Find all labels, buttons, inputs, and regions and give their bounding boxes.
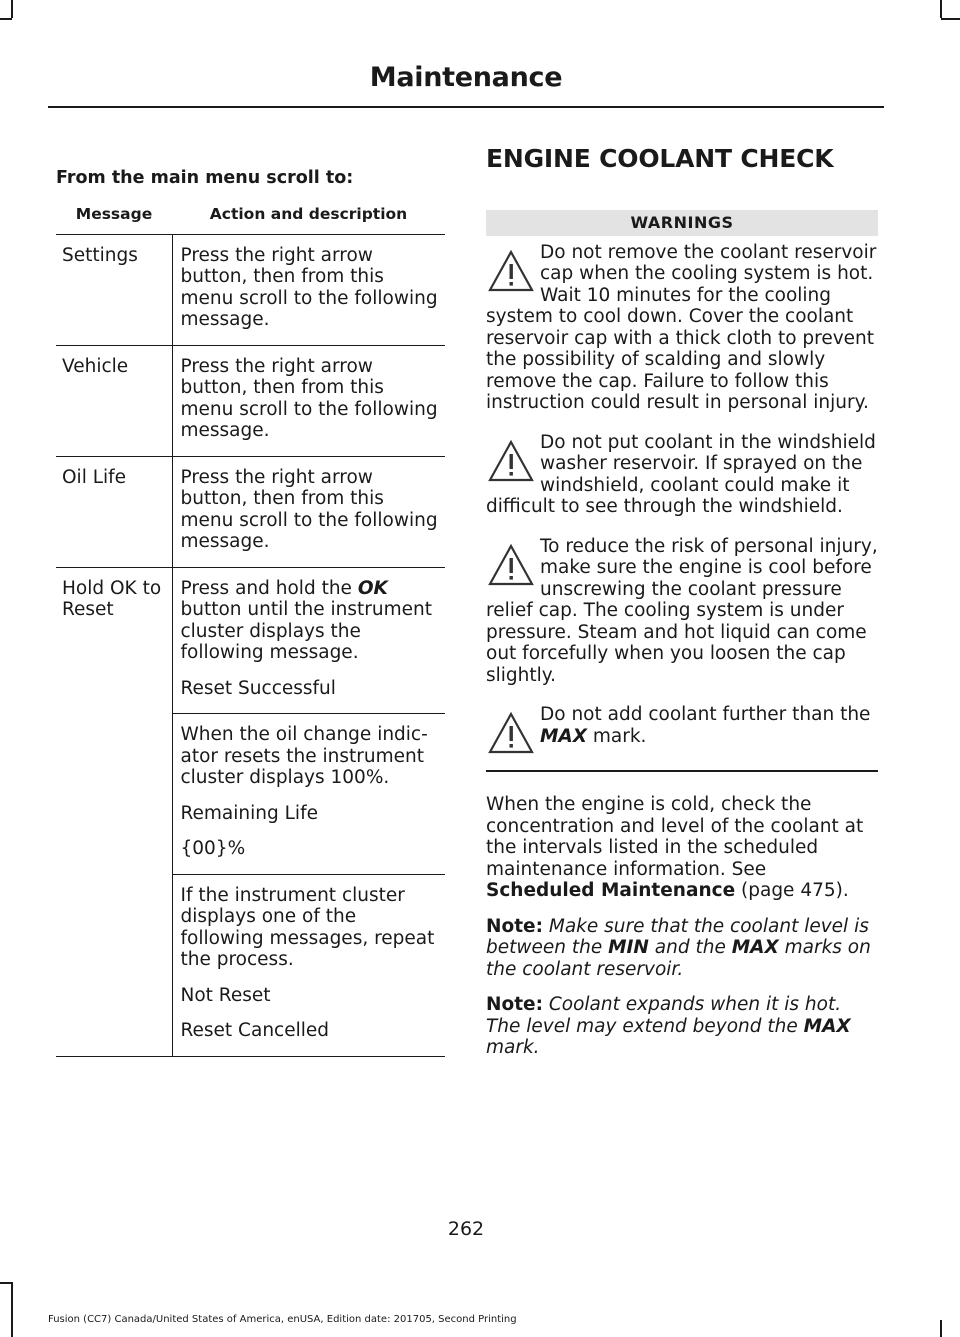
crop-mark [940,0,942,18]
warning-text: To reduce the risk of personal injury, make sure the engine is cool before unscrewing the coolant pressure relief cap. The cooling system is under pressure. Steam and hot liquid can come out forcefully when you loosen the cap slightly. [486,535,878,686]
table-row [56,345,445,456]
action-text: Press and hold the [180,577,358,599]
action-cell [172,567,445,714]
action-cell: Press the right arrow button, then from this menu scroll to the following message. [172,456,445,567]
coolant-section [486,144,878,1073]
warning-item [486,536,878,687]
action-cell [172,874,445,1056]
warning-item [486,704,878,752]
note-paragraph [486,994,878,1059]
warning-triangle-icon [486,432,540,492]
warning-triangle-icon [486,242,540,302]
crop-mark [941,18,960,20]
max-mark-label: MAX [540,725,587,747]
crop-mark [0,18,12,20]
column-header-message: Message [56,196,172,234]
note-text: Coolant expands when it is hot. The level may extend beyond the [486,994,842,1037]
max-mark-label: MAX [803,1015,851,1037]
crop-mark [11,0,13,18]
min-mark-label: MIN [608,937,649,958]
note-text: and the [648,937,732,958]
reset-successful-message: Reset Successful [180,677,336,699]
max-mark-label: MAX [731,937,779,958]
message-cell: Settings [56,234,172,345]
column-header-action: Action and description [172,196,445,234]
title-divider [48,106,884,108]
warning-text: Do not put coolant in the windshield washer reservoir. If sprayed on the windshield, coolant could make it difficult to see through the windshield. [486,431,876,517]
table-row [56,234,445,345]
note-text: marks on the coolant reservoir. [486,937,871,980]
crop-mark [0,1282,12,1284]
page-number: 262 [447,1218,485,1240]
warnings-banner: WARNINGS [486,210,878,236]
ok-button-label: OK [357,577,388,599]
paragraph-text: When the engine is cold, check the concentration and level of the coolant at the intervals listed in the scheduled maintenance information. See [486,794,864,880]
table-intro: From the main menu scroll to: [56,168,354,188]
table-row [56,567,445,714]
warning-text: mark. [587,725,647,747]
not-reset-message: Not Reset [180,984,271,1006]
note-label: Note: [486,994,543,1015]
warning-triangle-icon [486,536,540,596]
warning-triangle-icon [486,704,540,764]
scheduled-maintenance-link[interactable]: Scheduled Maintenance [486,880,736,901]
action-cell [172,714,445,875]
note-text: mark. [486,1037,540,1058]
percent-message: {00}% [180,838,246,859]
action-cell: Press the right arrow button, then from this menu scroll to the following message. [172,234,445,345]
note-label: Note: [486,915,543,937]
section-heading: ENGINE COOLANT CHECK [486,144,834,173]
coolant-paragraph [486,794,878,902]
footer-text: Fusion (CC7) Canada/United States of America, enUSA, Edition date: 201705, Second Printing [48,1314,517,1325]
message-table [56,196,445,1057]
crop-mark [940,1320,942,1337]
table-row [56,456,445,567]
oil-change-text: When the oil change indic-ator resets the instrument cluster displays 100%. [180,724,428,788]
table-header-row [56,196,445,234]
page-title: Maintenance [369,62,563,93]
warning-item [486,242,878,414]
note-paragraph [486,916,878,981]
action-cell: Press the right arrow button, then from this menu scroll to the following message. [172,345,445,456]
warning-text: Do not add coolant further than the [540,704,871,725]
message-cell: Hold OK to Reset [56,567,172,1056]
message-cell: Oil Life [56,456,172,567]
page-reference: (page 475). [735,880,849,901]
repeat-text: If the instrument cluster displays one of the following messages, repeat the process. [180,884,435,970]
warning-item [486,432,878,518]
reset-cancelled-message: Reset Cancelled [180,1020,329,1041]
remaining-life-message: Remaining Life [180,802,318,824]
warnings-divider [486,770,878,772]
crop-mark [11,1282,13,1337]
action-text: button until the instrument cluster displays the following message. [180,599,432,663]
message-cell: Vehicle [56,345,172,456]
warning-text: Do not remove the coolant reservoir cap when the cooling system is hot. Wait 10 minutes for the cooling system to cool down. Cover the coolant reservoir cap with a thick cloth to prevent the possibility of scalding and slowly remove the cap. Failure to follow this instruction could result in personal injury. [486,241,877,413]
note-text: Make sure that the coolant level is between the [486,915,869,958]
